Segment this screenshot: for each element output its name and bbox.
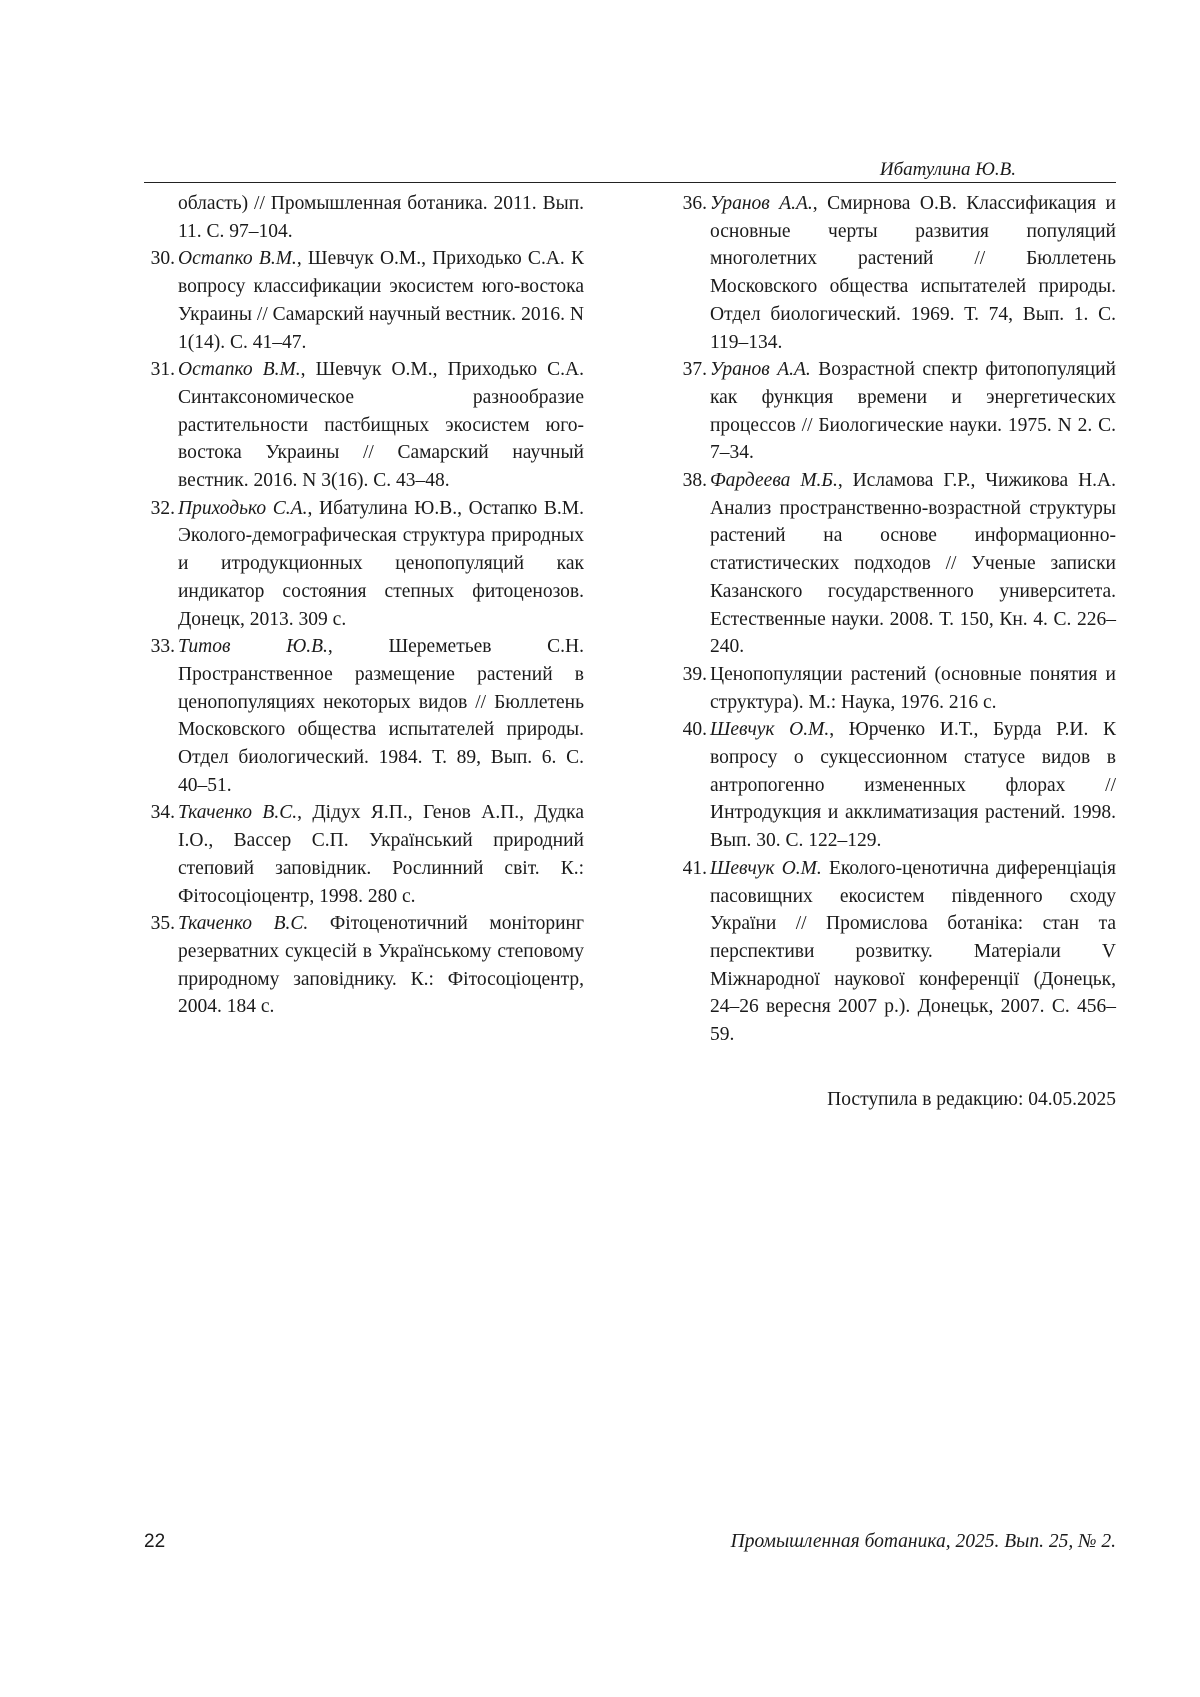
reference-authors: Фардеева М.Б.	[710, 470, 838, 491]
reference-number: 37.	[669, 356, 707, 384]
reference-item	[676, 467, 1116, 661]
received-date: Поступила в редакцию: 04.05.2025	[676, 1086, 1116, 1113]
reference-item	[144, 799, 584, 910]
reference-text: , Шевчук О.М., Приходько С.А. К вопросу классификации экосистем юго-востока Украины // Самарский научный вестник. 2016. N 1(14). С. 41–47.	[178, 248, 584, 352]
reference-item	[676, 190, 1116, 356]
reference-item	[676, 855, 1116, 1049]
reference-number: 41.	[669, 855, 707, 883]
running-title: Ибатулина Ю.В.	[144, 158, 1116, 182]
reference-authors: Ткаченко В.С.	[178, 802, 297, 823]
reference-text: , Шевчук О.М., Приходько С.А. Синтаксономическое разнообразие растительности пастбищных экосистем юго-востока Украины // Самарский научный вестник. 2016. N 3(16). С. 43–48.	[178, 359, 584, 491]
page-number: 22	[144, 1530, 165, 1554]
reference-number: 31.	[137, 356, 175, 384]
reference-item	[144, 245, 584, 356]
reference-text: Ценопопуляции растений (основные понятия и структура). М.: Наука, 1976. 216 с.	[710, 664, 1116, 713]
reference-text: , Ибатулина Ю.В., Остапко В.М. Эколого-демографическая структура природных и итродукционных ценопопуляций как индикатор состояния степных фитоценозов. Донецк, 2013. 309 с.	[178, 498, 584, 630]
reference-text: , Шереметьев С.Н. Пространственное размещение растений в ценопопуляциях некоторых видов // Бюллетень Московского общества испытателей природы. Отдел биологический. 1984. Т. 89, Вып. 6. С. 40–51.	[178, 636, 584, 796]
reference-item	[676, 716, 1116, 855]
journal-citation: Промышленная ботаника, 2025. Вып. 25, № 2.	[600, 1530, 1116, 1554]
reference-text: Фітоценотичний моніторинг резерватних сукцесій в Українському степовому природному заповіднику. К.: Фітосоціоцентр, 2004. 184 с.	[178, 913, 584, 1017]
right-column	[676, 190, 1116, 1049]
reference-text: , Юрченко И.Т., Бурда Р.И. К вопросу о сукцессионном статусе видов в антропогенно измененных флорах // Интродукция и акклиматизация растений. 1998. Вып. 30. С. 122–129.	[710, 719, 1116, 851]
reference-number: 38.	[669, 467, 707, 495]
reference-text: Еколого-ценотична диференціація пасовищних екосистем південного сходу України // Промислова ботаніка: стан та перспективи розвитку. Матеріали V Міжнародної наукової конференції (Донецьк, 24–26 вересня 2007 р.). Донецьк, 2007. С. 456–59.	[710, 858, 1116, 1045]
reference-authors: Ткаченко В.С.	[178, 913, 308, 934]
reference-text: , Исламова Г.Р., Чижикова Н.А. Анализ пространственно-возрастной структуры растений на основе информационно-статистических подходов // Ученые записки Казанского государственного университета. Естественные науки. 2008. Т. 150, Кн. 4. С. 226–240.	[710, 470, 1116, 657]
reference-item	[144, 356, 584, 495]
reference-authors: Уранов А.А.	[710, 359, 811, 380]
reference-authors: Остапко В.М.	[178, 248, 297, 269]
reference-number: 36.	[669, 190, 707, 218]
reference-number: 32.	[137, 495, 175, 523]
reference-text: Возрастной спектр фитопопуляций как функция времени и энергетических процессов // Биологические науки. 1975. N 2. С. 7–34.	[710, 359, 1116, 463]
reference-text: , Смирнова О.В. Классификация и основные черты развития популяций многолетних растений // Бюллетень Московского общества испытателей природы. Отдел биологический. 1969. Т. 74, Вып. 1. С. 119–134.	[710, 193, 1116, 353]
reference-number: 35.	[137, 910, 175, 938]
reference-authors: Уранов А.А.	[710, 193, 813, 214]
reference-authors: Остапко В.М.	[178, 359, 301, 380]
reference-authors: Шевчук О.М.	[710, 858, 822, 879]
reference-text: , Дідух Я.П., Генов А.П., Дудка І.О., Вассер С.П. Український природний степовий заповідник. Рослинний світ. К.: Фітосоціоцентр, 1998. 280 с.	[178, 802, 584, 906]
reference-number: 30.	[137, 245, 175, 273]
reference-authors: Титов Ю.В.	[178, 636, 328, 657]
left-column	[144, 190, 584, 1021]
header-rule	[144, 182, 1116, 183]
reference-item	[144, 633, 584, 799]
reference-authors: Шевчук О.М.	[710, 719, 829, 740]
reference-item	[144, 495, 584, 634]
reference-item	[144, 910, 584, 1021]
reference-item	[676, 356, 1116, 467]
reference-number: 40.	[669, 716, 707, 744]
reference-number: 39.	[669, 661, 707, 689]
reference-number: 34.	[137, 799, 175, 827]
reference-authors: Приходько С.А.	[178, 498, 307, 519]
reference-item	[676, 661, 1116, 716]
reference-continuation	[144, 190, 584, 245]
reference-text: область) // Промышленная ботаника. 2011. Вып. 11. С. 97–104.	[178, 193, 584, 242]
reference-number: 33.	[137, 633, 175, 661]
